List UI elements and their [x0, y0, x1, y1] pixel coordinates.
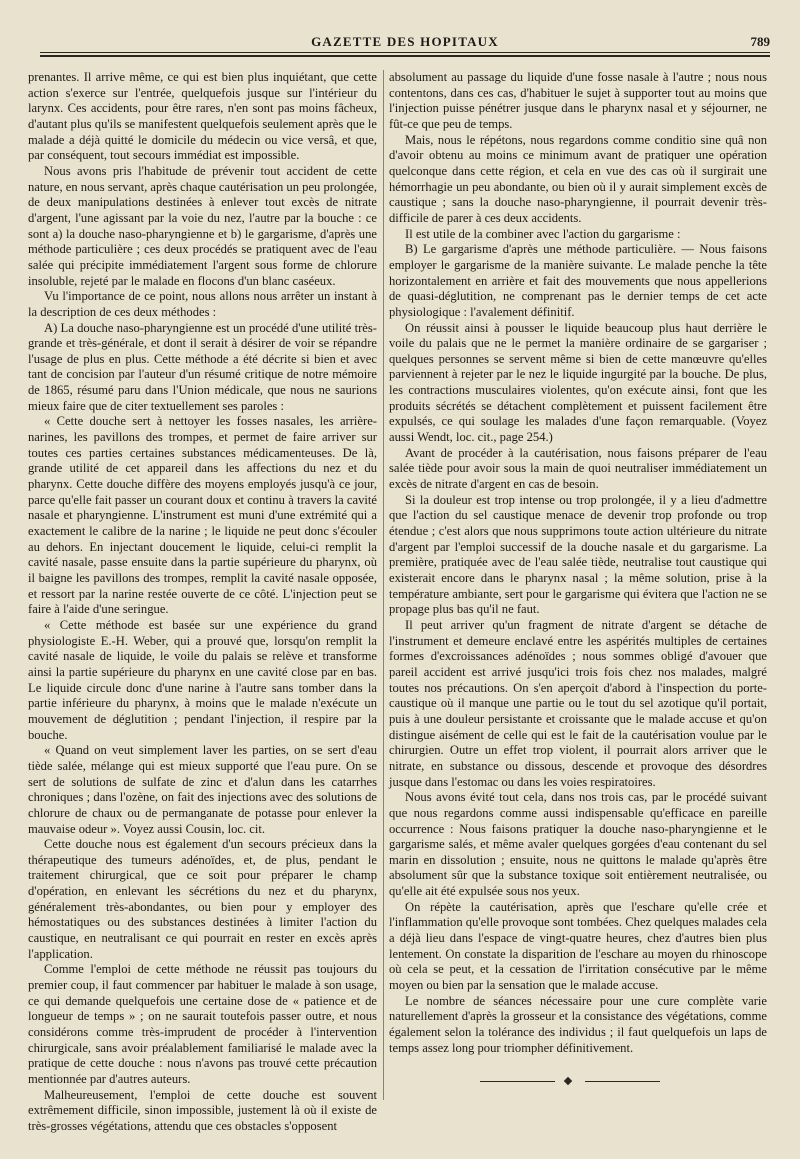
column-divider: [383, 70, 384, 1100]
paragraph: Le nombre de séances nécessaire pour une cure complète varie naturellement d'après la grosseur et la consistance des végétations, comme également selon la tolérance des individus ; il faut quelquefois un laps de temps assez long pour triompher définitivement.: [389, 993, 767, 1055]
left-column: [28, 70, 377, 1135]
ornament-line-left: [480, 1081, 555, 1082]
paragraph: Comme l'emploi de cette méthode ne réussit pas toujours du premier coup, il faut commencer par habituer le malade à son usage, ce qui demande quelquefois une certaine dose de « patience et de longueur de temps » ; on ne saurait toutefois passer outre, et nous considérons comme très-imprudent de procéder à l'intervention chirurgicale, sans avoir préalablement familiarisé le malade avec la pratique de cette douche : nous n'avons pas trouvé cette précaution mentionnée par d'autres auteurs.: [28, 962, 377, 1086]
header-rule-thick: [40, 55, 770, 57]
paragraph: Mais, nous le répétons, nous regardons comme conditio sine quâ non d'avoir obtenu au moins ce minimum avant de pratiquer une opération quelconque dans cette région, et cela en vue des cas où il surgirait une hémorrhagie un peu abondante, ou bien où il y aurait simplement excès de caustique ; sans la douche naso-pharyngienne, il pourrait devenir très-difficile de parer à ces deux accidents.: [389, 132, 767, 225]
paragraph: Cette douche nous est également d'un secours précieux dans la thérapeutique des tumeurs adénoïdes, et, de plus, pendant le traitement chirurgical, que ce soit pour préparer le champ d'opération, en enlevant les sécrétions du nez et du pharynx, généralement très-abondantes, ou bien pour y employer des hémostatiques ou des substances destinées à limiter l'action du caustique, en neutralisant ce qui pourrait en rester en excès après l'application.: [28, 837, 377, 961]
paragraph: Nous avons évité tout cela, dans nos trois cas, par le procédé suivant que nous regardons comme aussi indispensable qu'efficace en pareille occurrence : Nous faisons pratiquer la douche naso-pharyngienne et le gargarisme salés, et même avaler quelques gorgées d'eau contenant du sel marin en dissolution ; ensuite, nous ne quittons le malade qu'après être absolument sûr que la substance toxique soit entièrement neutralisée, ou qu'elle ait été expulsée sous nos yeux.: [389, 790, 767, 899]
header-rule-thin: [40, 52, 770, 53]
paragraph: A) La douche naso-pharyngienne est un procédé d'une utilité très-grande et très-générale, et dont il serait à désirer de voir se répandre l'usage de plus en plus. Cette méthode a été décrite si bien et avec tant de concision par l'auteur d'un résumé critique de notre mémoire de 1865, résumé paru dans l'Union médicale, que nous ne saurions mieux faire que de citer textuellement ses paroles :: [28, 320, 377, 413]
paragraph: Malheureusement, l'emploi de cette douche est souvent extrêmement difficile, sinon impossible, justement là où il existe de très-grosses végétations, attendu que ces obstacles s'opposent: [28, 1087, 377, 1133]
paragraph: On répète la cautérisation, après que l'eschare qu'elle crée et l'inflammation qu'elle provoque sont tombées. Chez quelques malades cela a déjà lieu dans l'espace de vingt-quatre heures, chez d'autres bien plus lentement. On constate la disparition de l'eschare au moyen du rhinoscope où cela se peut, et la cessation de l'irritation consécutive par le même moyen ou bien par la sensation que le malade accuse.: [389, 899, 767, 993]
paragraph: B) Le gargarisme d'après une méthode particulière. — Nous faisons employer le gargarisme de la manière suivante. Le malade penche la tête horizontalement en arrière et fait des mouvements que nous appellerions de quasi-déglutition, ne comprenant pas le dernier temps de cet acte physiologique : l'avalement définitif.: [389, 242, 767, 319]
right-column: [389, 70, 767, 1056]
journal-title: GAZETTE DES HOPITAUX: [311, 34, 499, 49]
paragraph: Il est utile de la combiner avec l'action du gargarisme :: [405, 226, 681, 241]
paragraph: Si la douleur est trop intense ou trop prolongée, il y a lieu d'admettre que l'action du sel caustique menace de devenir trop profonde ou trop étendue ; c'est alors que nous supprimons toute action ultérieure du nitrate d'argent par l'emploi successif de la douche nasale et du gargarisme. La première, pratiquée avec de l'eau salée tiède, neutralise tout caustique qui existerait encore dans le pharynx nasal ; la même solution, prise à la température ambiante, sert pour le gargarisme qui évitera que l'action ne se propage plus bas qu'il ne faut.: [389, 492, 767, 617]
running-head: [40, 30, 770, 52]
page-number: 789: [750, 34, 770, 49]
paragraph: Nous avons pris l'habitude de prévenir tout accident de cette nature, en nous servant, après chaque cautérisation un peu prolongée, de deux manipulations destinées à enlever tout excès de nitrate d'argent, l'une agissant par la voie du nez, l'autre par la bouche : ce sont a) la douche naso-pharyngienne et b) le gargarisme, d'après une méthode particulière ; ces deux procédés se pratiquent avec de l'eau salée qui précipite immédiatement l'argent sous forme de chlorure insoluble, rejeté par le malade en flocons d'un blanc caséeux.: [28, 163, 377, 288]
quoted-paragraph: « Quand on veut simplement laver les parties, on se sert d'eau tiède salée, mélange qui est mieux supporté que l'eau pure. On se sert de solutions de sulfate de zinc et d'alun dans les catarrhes chroniques ; dans l'ozène, on fait des injections avec des solutions de chlorure de chaux ou de permanganate de potasse pour enlever la mauvaise odeur ». Voyez aussi Cousin, loc. cit.: [28, 743, 377, 836]
paragraph: Vu l'importance de ce point, nous allons nous arrêter un instant à la description de ces deux méthodes :: [28, 289, 377, 319]
paragraph: prenantes. Il arrive même, ce qui est bien plus inquiétant, que cette action s'exerce sur l'entrée, quelquefois jusque sur l'intérieur du larynx. Ces accidents, pour être rares, n'en sont pas moins fâcheux, d'autant plus qu'ils se manifestent quelquefois seulement après que le malade a déjà quitté le domicile du médecin ou vice versâ, et que, par conséquent, tout secours immédiat est impossible.: [28, 70, 377, 163]
paragraph: absolument au passage du liquide d'une fosse nasale à l'autre ; nous nous contentons, dans ces cas, d'habituer le sujet à supporter tout au moins que l'injection puisse pénétrer jusque dans le pharynx nasal et y séjourner, ne fût-ce que peu de temps.: [389, 70, 767, 131]
diamond-icon: [564, 1077, 572, 1085]
quoted-paragraph: « Cette méthode est basée sur une expérience du grand physiologiste E.-H. Weber, qui a prouvé que, lorsqu'on remplit la cavité nasale de liquide, le voile du palais se relève et transforme ainsi la partie supérieure du pharynx en une cavité close par en bas. Le liquide circule donc d'une narine à l'autre sans tomber dans la partie inférieure du pharynx, à moins que le malade n'exécute un mouvement de déglutition ; pendant l'injection, il respire par la bouche.: [28, 617, 377, 742]
ornament-line-right: [585, 1081, 660, 1082]
paragraph: On réussit ainsi à pousser le liquide beaucoup plus haut derrière le voile du palais que ne le permet la manière ordinaire de se gargariser ; quelques personnes se servent même si bien de cette manœuvre qu'elles parviennent à rejeter par le nez le liquide ingurgité par la bouche. De plus, les contractions musculaires violentes, qu'on exécute ainsi, font que les produits sécrétés se détachent complètement et puissent facilement être expulsés, ce qui soulage les malades d'une façon remarquable. (Voyez aussi Wendt, loc. cit., page 254.): [389, 320, 767, 445]
paragraph: Il peut arriver qu'un fragment de nitrate d'argent se détache de l'instrument et demeure enclavé entre les aspérités multiples de certaines formes d'excroissances adénoïdes ; nous sommes obligé d'avouer que pareil accident est arrivé jusqu'ici trois fois chez nos malades, malgré toutes nos précautions. On s'en aperçoit d'abord à l'inspection du porte-caustique où il manque une partie ou le tout du sel azotique qu'il portait, puis à une douleur persistante et croissante que le malade accuse et qu'on distingue aisément de celle qui est le fait de la cautérisation voulue par le chirurgien. Outre un effet trop violent, il pourrait alors arriver que le nitrate, en substance ou dissous, descende et provoque des désordres jusque dans l'estomac ou dans les voies respiratoires.: [389, 617, 767, 789]
paragraph: Avant de procéder à la cautérisation, nous faisons préparer de l'eau salée tiède pour avoir sous la main de quoi neutraliser immédiatement un excès de nitrate d'argent en cas de besoin.: [389, 445, 767, 492]
quoted-paragraph: « Cette douche sert à nettoyer les fosses nasales, les arrière-narines, les pavillons des trompes, et permet de faire arriver sur toutes ces parties certaines substances médicamenteuses. De là, grande utilité de cet appareil dans les affections du nez et du pharynx. Cette douche diffère des moyens employés jusqu'à ce jour, parce qu'elle fait passer un courant doux et continu à travers la cavité nasale et pharyngienne. L'instrument est muni d'une extrémité qui a exactement le calibre de la narine ; le liquide ne peut donc s'écouler au dehors. En injectant doucement le liquide, celui-ci remplit la cavité nasale, passe ensuite dans la partie supérieure du pharynx, où il baigne les pavillons des trompes, remplit la cavité nasale opposée, et ressort par la narine restée ouverte de ce côté. L'injection peut se faire à l'aide d'une seringue.: [28, 414, 377, 617]
section-end-ornament: [480, 1078, 660, 1084]
